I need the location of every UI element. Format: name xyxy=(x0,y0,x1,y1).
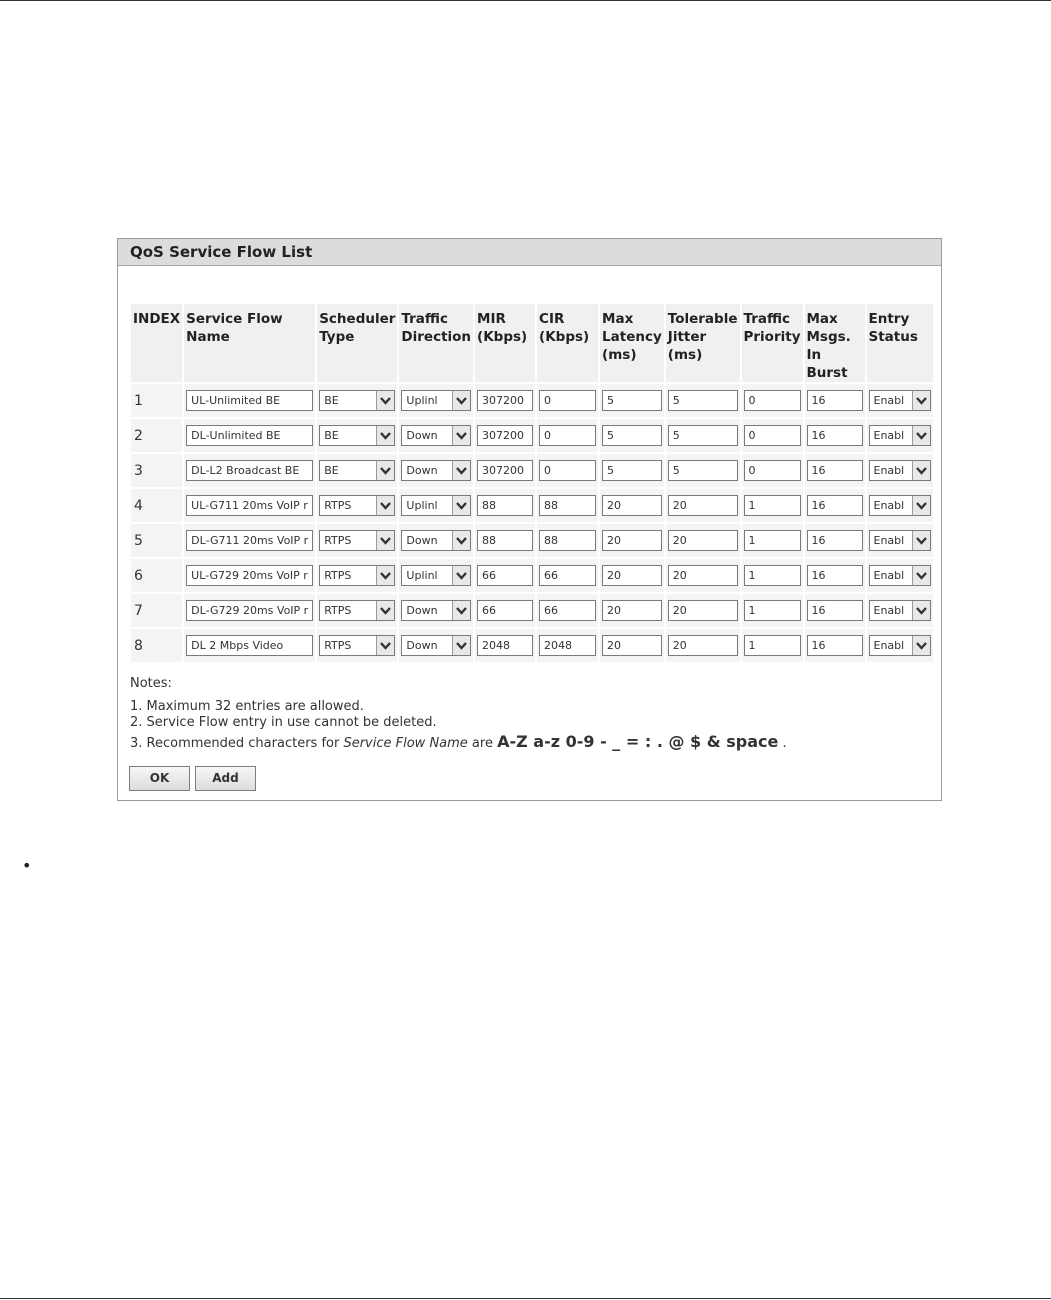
cell-scheduler xyxy=(317,629,397,662)
cell-priority xyxy=(742,489,803,522)
select-value: Enabl xyxy=(873,394,905,407)
header-tolerable-jitter xyxy=(666,304,740,382)
cell-jitter xyxy=(666,419,740,452)
service-flow-name-field[interactable]: DL-L2 Broadcast BE xyxy=(186,460,313,481)
entry-status-select[interactable] xyxy=(869,565,931,586)
service-flow-name-field[interactable]: DL-Unlimited BE xyxy=(186,425,313,446)
row-index: 1 xyxy=(131,384,182,417)
scheduler-type-select[interactable] xyxy=(319,635,395,656)
table-row xyxy=(131,384,933,417)
cell-jitter xyxy=(666,559,740,592)
cir-field[interactable]: 66 xyxy=(539,600,596,621)
traffic-direction-select[interactable] xyxy=(401,460,471,481)
cell-status xyxy=(867,524,933,557)
header-line: Entry xyxy=(868,311,910,327)
traffic-direction-select[interactable] xyxy=(401,635,471,656)
traffic-priority-field[interactable]: 1 xyxy=(744,600,801,621)
select-value: Uplinl xyxy=(406,499,438,512)
traffic-priority-field[interactable]: 0 xyxy=(744,425,801,446)
cell-direction xyxy=(399,384,473,417)
select-value: BE xyxy=(324,464,339,477)
max-latency-field[interactable]: 5 xyxy=(602,425,662,446)
entry-status-select[interactable] xyxy=(869,530,931,551)
scheduler-type-select[interactable] xyxy=(319,460,395,481)
cir-field[interactable]: 66 xyxy=(539,565,596,586)
tolerable-jitter-field[interactable]: 20 xyxy=(668,530,738,551)
cell-status xyxy=(867,384,933,417)
note-recommended-chars: A-Z a-z 0-9 - _ = : . @ $ & space xyxy=(497,732,779,751)
cell-direction xyxy=(399,524,473,557)
entry-status-select[interactable] xyxy=(869,390,931,411)
chevron-down-icon[interactable] xyxy=(912,391,930,410)
cir-field[interactable]: 88 xyxy=(539,495,596,516)
tolerable-jitter-field[interactable]: 20 xyxy=(668,495,738,516)
cell-cir xyxy=(537,384,598,417)
row-index: 2 xyxy=(131,419,182,452)
max-latency-field[interactable]: 20 xyxy=(602,530,662,551)
select-value: Down xyxy=(406,429,438,442)
chevron-down-icon[interactable] xyxy=(452,391,470,410)
header-max-msgs-in-burst xyxy=(805,304,865,382)
header-line: Max xyxy=(806,311,838,327)
mir-field[interactable]: 307200 xyxy=(477,425,533,446)
header-line: Priority xyxy=(743,329,801,345)
cell-latency xyxy=(600,629,664,662)
cir-field[interactable]: 0 xyxy=(539,425,596,446)
header-line: (ms) xyxy=(667,347,703,363)
chevron-down-icon[interactable] xyxy=(376,461,394,480)
cir-field[interactable]: 88 xyxy=(539,530,596,551)
header-line: (Kbps) xyxy=(477,329,528,345)
traffic-direction-select[interactable] xyxy=(401,495,471,516)
row-index: 3 xyxy=(131,454,182,487)
mir-field[interactable]: 66 xyxy=(477,565,533,586)
chevron-down-icon[interactable] xyxy=(452,636,470,655)
note-recommended-suffix: . xyxy=(778,736,787,751)
header-line: INDEX xyxy=(133,311,181,327)
cell-cir xyxy=(537,629,598,662)
cell-scheduler xyxy=(317,524,397,557)
traffic-priority-field[interactable]: 1 xyxy=(744,495,801,516)
service-flow-name-field[interactable]: UL-G711 20ms VoIP r xyxy=(186,495,313,516)
tolerable-jitter-field[interactable]: 5 xyxy=(668,425,738,446)
cell-name xyxy=(184,629,315,662)
max-latency-field[interactable]: 20 xyxy=(602,600,662,621)
select-value: RTPS xyxy=(324,569,352,582)
select-value: RTPS xyxy=(324,604,352,617)
tolerable-jitter-field[interactable]: 20 xyxy=(668,565,738,586)
max-msgs-in-burst-field[interactable]: 16 xyxy=(807,425,863,446)
mir-field[interactable]: 307200 xyxy=(477,460,533,481)
cell-scheduler xyxy=(317,454,397,487)
cell-name xyxy=(184,559,315,592)
header-line: Status xyxy=(868,329,918,345)
tolerable-jitter-field[interactable]: 20 xyxy=(668,635,738,656)
cell-burst xyxy=(805,384,865,417)
cell-burst xyxy=(805,524,865,557)
select-value: Down xyxy=(406,534,438,547)
scheduler-type-select[interactable] xyxy=(319,425,395,446)
cell-cir xyxy=(537,594,598,627)
cell-status xyxy=(867,419,933,452)
chevron-down-icon[interactable] xyxy=(912,426,930,445)
cell-burst xyxy=(805,559,865,592)
service-flow-name-field[interactable]: DL-G729 20ms VoIP r xyxy=(186,600,313,621)
cell-status xyxy=(867,489,933,522)
traffic-direction-select[interactable] xyxy=(401,425,471,446)
select-value: BE xyxy=(324,429,339,442)
select-value: Uplinl xyxy=(406,569,438,582)
traffic-direction-select[interactable] xyxy=(401,390,471,411)
ok-button[interactable]: OK xyxy=(129,766,190,791)
header-cir xyxy=(537,304,598,382)
cell-burst xyxy=(805,454,865,487)
cell-mir xyxy=(475,629,535,662)
row-index: 5 xyxy=(131,524,182,557)
table-row xyxy=(131,489,933,522)
traffic-priority-field[interactable]: 0 xyxy=(744,460,801,481)
mir-field[interactable]: 88 xyxy=(477,495,533,516)
scheduler-type-select[interactable] xyxy=(319,495,395,516)
header-line: (Kbps) xyxy=(539,329,590,345)
qos-service-flow-panel xyxy=(117,238,942,801)
select-value: BE xyxy=(324,394,339,407)
cell-cir xyxy=(537,524,598,557)
chevron-down-icon[interactable] xyxy=(452,566,470,585)
cell-name xyxy=(184,419,315,452)
cell-scheduler xyxy=(317,559,397,592)
header-line: (ms) xyxy=(602,347,637,363)
select-value: RTPS xyxy=(324,534,352,547)
entry-status-select[interactable] xyxy=(869,460,931,481)
cell-direction xyxy=(399,559,473,592)
max-msgs-in-burst-field[interactable]: 16 xyxy=(807,530,863,551)
header-service-flow-name xyxy=(184,304,315,382)
cell-cir xyxy=(537,419,598,452)
note-max-entries: 1. Maximum 32 entries are allowed. xyxy=(130,699,364,714)
service-flow-name-field[interactable]: DL-G711 20ms VoIP r xyxy=(186,530,313,551)
max-latency-field[interactable]: 5 xyxy=(602,460,662,481)
header-line: Traffic xyxy=(401,311,448,327)
max-msgs-in-burst-field[interactable]: 16 xyxy=(807,565,863,586)
cell-priority xyxy=(742,454,803,487)
header-line: Jitter xyxy=(667,329,707,345)
cell-cir xyxy=(537,559,598,592)
cell-mir xyxy=(475,489,535,522)
cell-mir xyxy=(475,419,535,452)
service-flow-name-field[interactable]: UL-G729 20ms VoIP r xyxy=(186,565,313,586)
max-latency-field[interactable]: 20 xyxy=(602,495,662,516)
header-line: Burst xyxy=(806,365,848,381)
cell-direction xyxy=(399,594,473,627)
select-value: Enabl xyxy=(873,499,905,512)
entry-status-select[interactable] xyxy=(869,635,931,656)
cell-scheduler xyxy=(317,489,397,522)
mir-field[interactable]: 307200 xyxy=(477,390,533,411)
header-line: CIR xyxy=(539,311,565,327)
cell-direction xyxy=(399,454,473,487)
bottom-rule xyxy=(0,1298,1051,1299)
chevron-down-icon[interactable] xyxy=(376,636,394,655)
scheduler-type-select[interactable] xyxy=(319,390,395,411)
traffic-priority-field[interactable]: 0 xyxy=(744,390,801,411)
service-flow-name-field[interactable]: UL-Unlimited BE xyxy=(186,390,313,411)
cell-mir xyxy=(475,384,535,417)
max-msgs-in-burst-field[interactable]: 16 xyxy=(807,460,863,481)
chevron-down-icon[interactable] xyxy=(452,426,470,445)
entry-status-select[interactable] xyxy=(869,600,931,621)
cell-jitter xyxy=(666,489,740,522)
cell-jitter xyxy=(666,524,740,557)
header-line: Tolerable xyxy=(667,311,738,327)
select-value: Uplinl xyxy=(406,394,438,407)
cell-jitter xyxy=(666,454,740,487)
cell-status xyxy=(867,594,933,627)
cell-status xyxy=(867,629,933,662)
chevron-down-icon[interactable] xyxy=(376,496,394,515)
row-index: 8 xyxy=(131,629,182,662)
chevron-down-icon[interactable] xyxy=(376,601,394,620)
cell-latency xyxy=(600,559,664,592)
traffic-priority-field[interactable]: 1 xyxy=(744,530,801,551)
table-row xyxy=(131,559,933,592)
header-scheduler-type xyxy=(317,304,397,382)
select-value: Enabl xyxy=(873,429,905,442)
table-row xyxy=(131,419,933,452)
header-line: Type xyxy=(319,329,355,345)
traffic-priority-field[interactable]: 1 xyxy=(744,635,801,656)
chevron-down-icon[interactable] xyxy=(452,531,470,550)
header-entry-status xyxy=(867,304,933,382)
cell-direction xyxy=(399,629,473,662)
select-value: Enabl xyxy=(873,464,905,477)
cell-mir xyxy=(475,559,535,592)
tolerable-jitter-field[interactable]: 20 xyxy=(668,600,738,621)
note-recommended-field: Service Flow Name xyxy=(343,736,468,751)
note-recommended-mid: are xyxy=(467,736,498,751)
header-traffic-direction xyxy=(399,304,473,382)
entry-status-select[interactable] xyxy=(869,425,931,446)
header-line: Max xyxy=(602,311,634,327)
cell-name xyxy=(184,524,315,557)
table-header-row xyxy=(131,304,933,382)
table-row xyxy=(131,594,933,627)
header-line: Latency xyxy=(602,329,662,345)
tolerable-jitter-field[interactable]: 5 xyxy=(668,390,738,411)
header-line: Name xyxy=(186,329,230,345)
chevron-down-icon[interactable] xyxy=(912,461,930,480)
cell-name xyxy=(184,489,315,522)
top-rule xyxy=(0,0,1051,1)
header-traffic-priority xyxy=(742,304,803,382)
header-line: Msgs. In xyxy=(806,329,851,363)
cell-burst xyxy=(805,419,865,452)
header-line: Scheduler xyxy=(319,311,396,327)
header-line: MIR xyxy=(477,311,506,327)
mir-field[interactable]: 88 xyxy=(477,530,533,551)
cell-status xyxy=(867,559,933,592)
cell-mir xyxy=(475,594,535,627)
cell-direction xyxy=(399,419,473,452)
cell-priority xyxy=(742,594,803,627)
cell-scheduler xyxy=(317,419,397,452)
header-max-latency xyxy=(600,304,664,382)
cell-name xyxy=(184,454,315,487)
cell-status xyxy=(867,454,933,487)
cir-field[interactable]: 2048 xyxy=(539,635,596,656)
max-latency-field[interactable]: 20 xyxy=(602,635,662,656)
cell-mir xyxy=(475,454,535,487)
cell-burst xyxy=(805,594,865,627)
cell-scheduler xyxy=(317,384,397,417)
traffic-direction-select[interactable] xyxy=(401,600,471,621)
cell-jitter xyxy=(666,629,740,662)
scheduler-type-select[interactable] xyxy=(319,600,395,621)
cell-latency xyxy=(600,419,664,452)
mir-field[interactable]: 2048 xyxy=(477,635,533,656)
panel-title: QoS Service Flow List xyxy=(118,239,941,266)
chevron-down-icon[interactable] xyxy=(912,531,930,550)
chevron-down-icon[interactable] xyxy=(376,426,394,445)
header-line: Direction xyxy=(401,329,472,345)
cell-direction xyxy=(399,489,473,522)
chevron-down-icon[interactable] xyxy=(376,391,394,410)
row-index: 7 xyxy=(131,594,182,627)
header-line: Traffic xyxy=(743,311,791,327)
table-row xyxy=(131,629,933,662)
cell-name xyxy=(184,594,315,627)
chevron-down-icon[interactable] xyxy=(912,636,930,655)
note-recommended-prefix: 3. Recommended characters for xyxy=(130,736,344,751)
cell-priority xyxy=(742,629,803,662)
cell-priority xyxy=(742,384,803,417)
traffic-priority-field[interactable]: 1 xyxy=(744,565,801,586)
entry-status-select[interactable] xyxy=(869,495,931,516)
tolerable-jitter-field[interactable]: 5 xyxy=(668,460,738,481)
cell-latency xyxy=(600,594,664,627)
notes-title: Notes: xyxy=(130,676,172,691)
cell-jitter xyxy=(666,594,740,627)
service-flow-name-field[interactable]: DL 2 Mbps Video xyxy=(186,635,313,656)
select-value: Down xyxy=(406,639,438,652)
note-recommended-characters xyxy=(130,732,787,751)
chevron-down-icon[interactable] xyxy=(376,566,394,585)
chevron-down-icon[interactable] xyxy=(912,601,930,620)
cell-mir xyxy=(475,524,535,557)
cir-field[interactable]: 0 xyxy=(539,460,596,481)
cell-latency xyxy=(600,524,664,557)
service-flow-table xyxy=(129,302,935,664)
note-in-use: 2. Service Flow entry in use cannot be deleted. xyxy=(130,715,437,730)
max-msgs-in-burst-field[interactable]: 16 xyxy=(807,495,863,516)
select-value: Down xyxy=(406,604,438,617)
max-msgs-in-burst-field[interactable]: 16 xyxy=(807,600,863,621)
max-latency-field[interactable]: 20 xyxy=(602,565,662,586)
table-row xyxy=(131,454,933,487)
max-msgs-in-burst-field[interactable]: 16 xyxy=(807,635,863,656)
traffic-direction-select[interactable] xyxy=(401,530,471,551)
chevron-down-icon[interactable] xyxy=(912,496,930,515)
cell-scheduler xyxy=(317,594,397,627)
cell-priority xyxy=(742,419,803,452)
scheduler-type-select[interactable] xyxy=(319,565,395,586)
chevron-down-icon[interactable] xyxy=(452,461,470,480)
table-row xyxy=(131,524,933,557)
cell-cir xyxy=(537,454,598,487)
select-value: RTPS xyxy=(324,639,352,652)
cell-jitter xyxy=(666,384,740,417)
max-msgs-in-burst-field[interactable]: 16 xyxy=(807,390,863,411)
cir-field[interactable]: 0 xyxy=(539,390,596,411)
chevron-down-icon[interactable] xyxy=(452,496,470,515)
cell-burst xyxy=(805,489,865,522)
cell-name xyxy=(184,384,315,417)
cell-cir xyxy=(537,489,598,522)
chevron-down-icon[interactable] xyxy=(376,531,394,550)
select-value: Enabl xyxy=(873,639,905,652)
max-latency-field[interactable]: 5 xyxy=(602,390,662,411)
add-button[interactable]: Add xyxy=(195,766,256,791)
bullet-dot: • xyxy=(22,856,32,875)
row-index: 6 xyxy=(131,559,182,592)
select-value: Enabl xyxy=(873,604,905,617)
row-index: 4 xyxy=(131,489,182,522)
chevron-down-icon[interactable] xyxy=(452,601,470,620)
cell-latency xyxy=(600,384,664,417)
traffic-direction-select[interactable] xyxy=(401,565,471,586)
scheduler-type-select[interactable] xyxy=(319,530,395,551)
select-value: Down xyxy=(406,464,438,477)
header-index xyxy=(131,304,182,382)
cell-priority xyxy=(742,524,803,557)
cell-burst xyxy=(805,629,865,662)
select-value: Enabl xyxy=(873,569,905,582)
cell-latency xyxy=(600,489,664,522)
select-value: RTPS xyxy=(324,499,352,512)
mir-field[interactable]: 66 xyxy=(477,600,533,621)
header-mir xyxy=(475,304,535,382)
select-value: Enabl xyxy=(873,534,905,547)
cell-latency xyxy=(600,454,664,487)
header-line: Service Flow xyxy=(186,311,283,327)
cell-priority xyxy=(742,559,803,592)
chevron-down-icon[interactable] xyxy=(912,566,930,585)
